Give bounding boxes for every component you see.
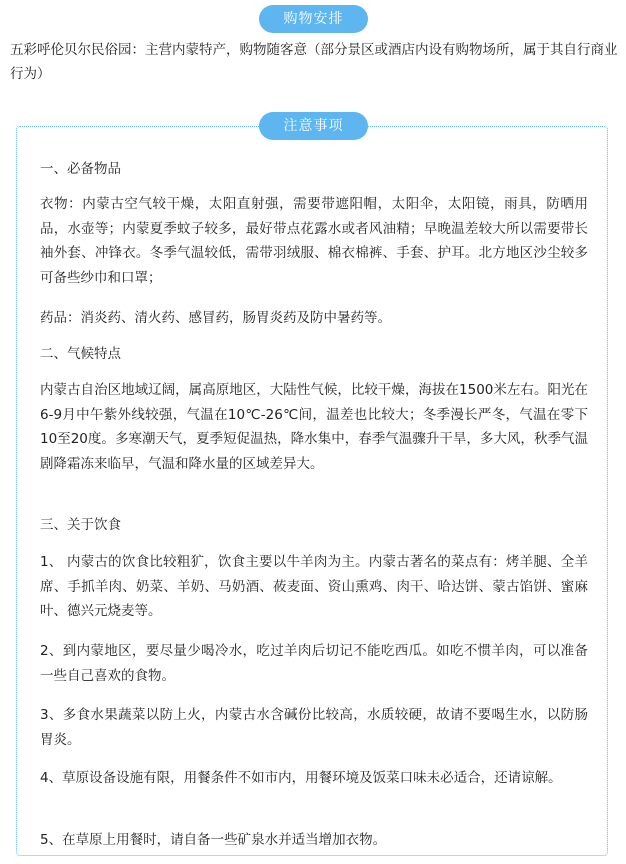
section-heading-essentials: 一、必备物品 bbox=[40, 161, 121, 177]
clothing-paragraph: 衣物：内蒙古空气较干燥，太阳直射强，需要带遮阳帽，太阳伞，太阳镜，雨具，防晒用品，水壶等；内蒙夏季蚊子较多，最好带点花露水或者风油精；早晚温差较大所以需要带长袖外套、冲锋衣。冬季气温较低，需带羽绒服、棉衣棉裤、手套、护耳。北方地区沙尘较多可备些纱巾和口罩； bbox=[40, 196, 588, 286]
food-item-3: 3、多食水果蔬菜以防上火，内蒙古水含碱份比较高，水质较硬，故请不要喝生水，以防肠胃炎。 bbox=[40, 707, 588, 748]
notes-title-badge: 注意事项 bbox=[259, 112, 368, 140]
climate-paragraph: 内蒙古自治区地域辽阔，属高原地区，大陆性气候，比较干燥，海拔在1500米左右。阳光在6-9月中午紫外线较强，气温在10℃-26℃间，温差也比较大；冬季漫长严冬，气温在零下10至20度。多寒潮天气，夏季短促温热，降水集中，春季气温骤升干旱，多大风，秋季气温剧降霜冻来临早，气温和降水量的区域差异大。 bbox=[40, 382, 588, 472]
food-item-1: 1、 内蒙古的饮食比较粗犷，饮食主要以牛羊肉为主。内蒙古著名的菜点有：烤羊腿、全羊席、手抓羊肉、奶菜、羊奶、马奶酒、莜麦面、资山熏鸡、肉干、哈达饼、蒙古馅饼、蜜麻叶、德兴元烧麦等。 bbox=[40, 554, 588, 619]
shopping-description: 五彩呼伦贝尔民俗园：主营内蒙特产，购物随客意（部分景区或酒店内设有购物场所，属于其自行商业行为） bbox=[10, 42, 618, 82]
shopping-title-badge: 购物安排 bbox=[259, 5, 368, 33]
food-item-5: 5、在草原上用餐时，请自备一些矿泉水并适当增加衣物。 bbox=[40, 832, 387, 848]
medicine-paragraph: 药品：消炎药、清火药、感冒药，肠胃炎药及防中暑药等。 bbox=[40, 310, 391, 326]
food-item-2: 2、到内蒙地区，要尽量少喝冷水，吃过羊肉后切记不能吃西瓜。如吃不惯羊肉，可以准备一些自己喜欢的食物。 bbox=[40, 643, 588, 684]
section-heading-food: 三、关于饮食 bbox=[40, 517, 121, 533]
food-item-4: 4、草原设备设施有限，用餐条件不如市内，用餐环境及饭菜口味未必适合，还请谅解。 bbox=[40, 770, 562, 786]
section-heading-climate: 二、气候特点 bbox=[40, 346, 121, 362]
